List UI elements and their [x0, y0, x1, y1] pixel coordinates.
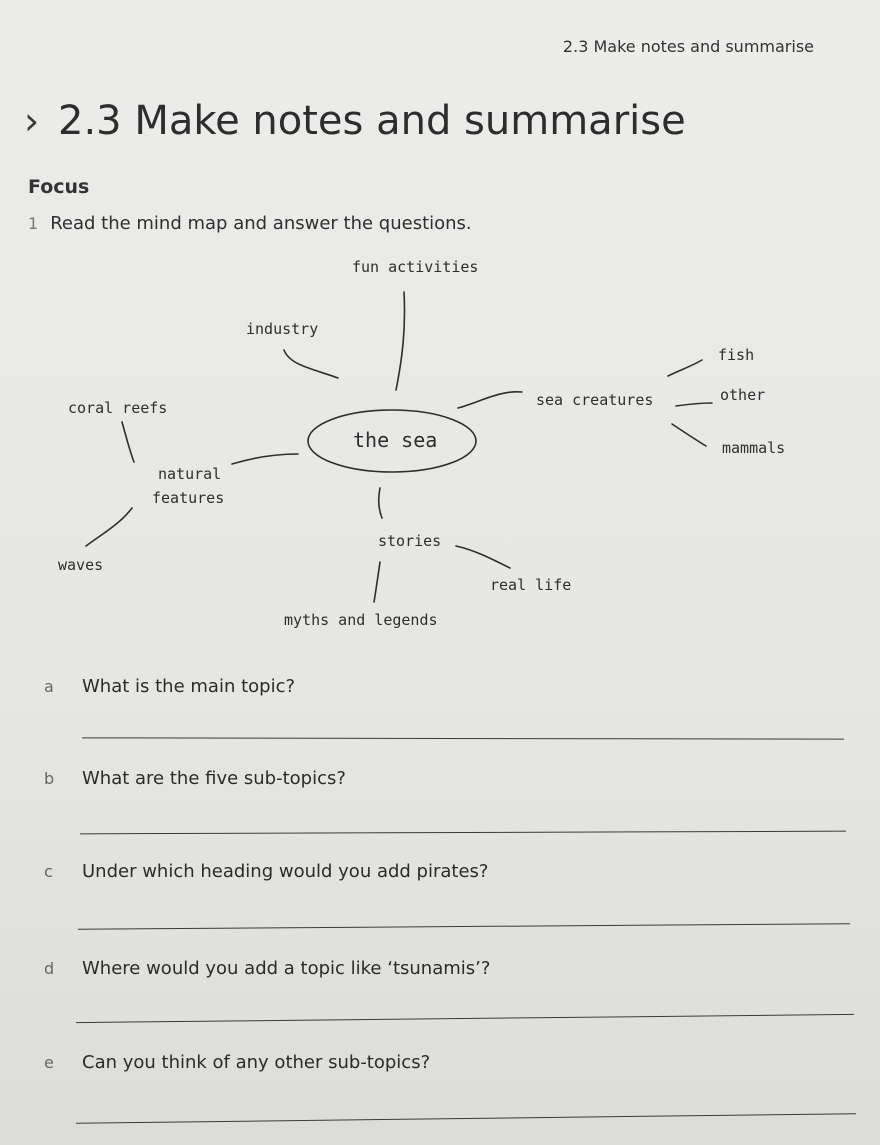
node-waves: waves	[58, 556, 104, 574]
answer-line-d[interactable]	[76, 1014, 854, 1023]
question-text: What are the five sub-topics?	[82, 768, 346, 789]
node-myths-and-legends: myths and legends	[284, 611, 438, 629]
connector-myths-legends	[374, 562, 380, 602]
question-d	[44, 958, 490, 979]
connector-other	[676, 403, 712, 406]
question-letter: e	[44, 1053, 54, 1072]
node-the-sea: the sea	[353, 428, 438, 452]
question-b	[44, 768, 346, 789]
connector-fun-activities	[396, 292, 405, 390]
section-title-text: 2.3 Make notes and summarise	[58, 98, 686, 144]
focus-heading: Focus	[28, 176, 90, 198]
exercise-instruction	[28, 213, 472, 234]
connector-fish	[668, 360, 702, 376]
chevron-right-icon: ›	[24, 99, 40, 143]
answer-line-c[interactable]	[78, 923, 850, 929]
answer-line-a[interactable]	[82, 737, 844, 739]
question-letter: a	[44, 677, 54, 696]
question-letter: c	[44, 862, 53, 881]
node-fun-activities: fun activities	[352, 258, 479, 276]
answer-line-e[interactable]	[76, 1113, 856, 1124]
connector-sea-creatures	[458, 392, 522, 408]
mind-map	[0, 240, 880, 650]
node-coral-reefs: coral reefs	[68, 399, 168, 417]
node-sea-creatures: sea creatures	[536, 391, 654, 409]
question-text: Where would you add a topic like ‘tsunamis’?	[82, 958, 491, 979]
node-stories: stories	[378, 532, 442, 550]
connector-natural-features	[232, 454, 298, 464]
question-letter: b	[44, 769, 55, 788]
connector-industry	[284, 350, 338, 378]
answer-line-b[interactable]	[80, 831, 846, 835]
exercise-number: 1	[28, 214, 39, 233]
connector-stories	[379, 488, 382, 518]
connector-mammals	[672, 424, 706, 446]
question-text: What is the main topic?	[82, 676, 296, 697]
node-other: other	[720, 386, 766, 404]
node-mammals: mammals	[722, 439, 786, 457]
node-natural: natural	[158, 465, 222, 483]
question-letter: d	[44, 959, 55, 978]
question-text: Can you think of any other sub-topics?	[82, 1052, 431, 1073]
instruction-text: Read the mind map and answer the questions.	[50, 213, 472, 234]
connector-coral-reefs	[122, 422, 134, 462]
node-real-life: real life	[490, 576, 572, 594]
connector-real-life	[456, 546, 510, 568]
question-a	[44, 676, 295, 697]
question-text: Under which heading would you add pirates?	[82, 861, 489, 882]
section-title	[24, 98, 686, 144]
question-c	[44, 861, 488, 882]
node-fish: fish	[718, 346, 755, 364]
node-features: features	[152, 489, 225, 507]
question-e	[44, 1052, 430, 1073]
connector-waves	[86, 508, 132, 546]
node-industry: industry	[246, 320, 319, 338]
running-head: 2.3 Make notes and summarise	[562, 37, 814, 56]
